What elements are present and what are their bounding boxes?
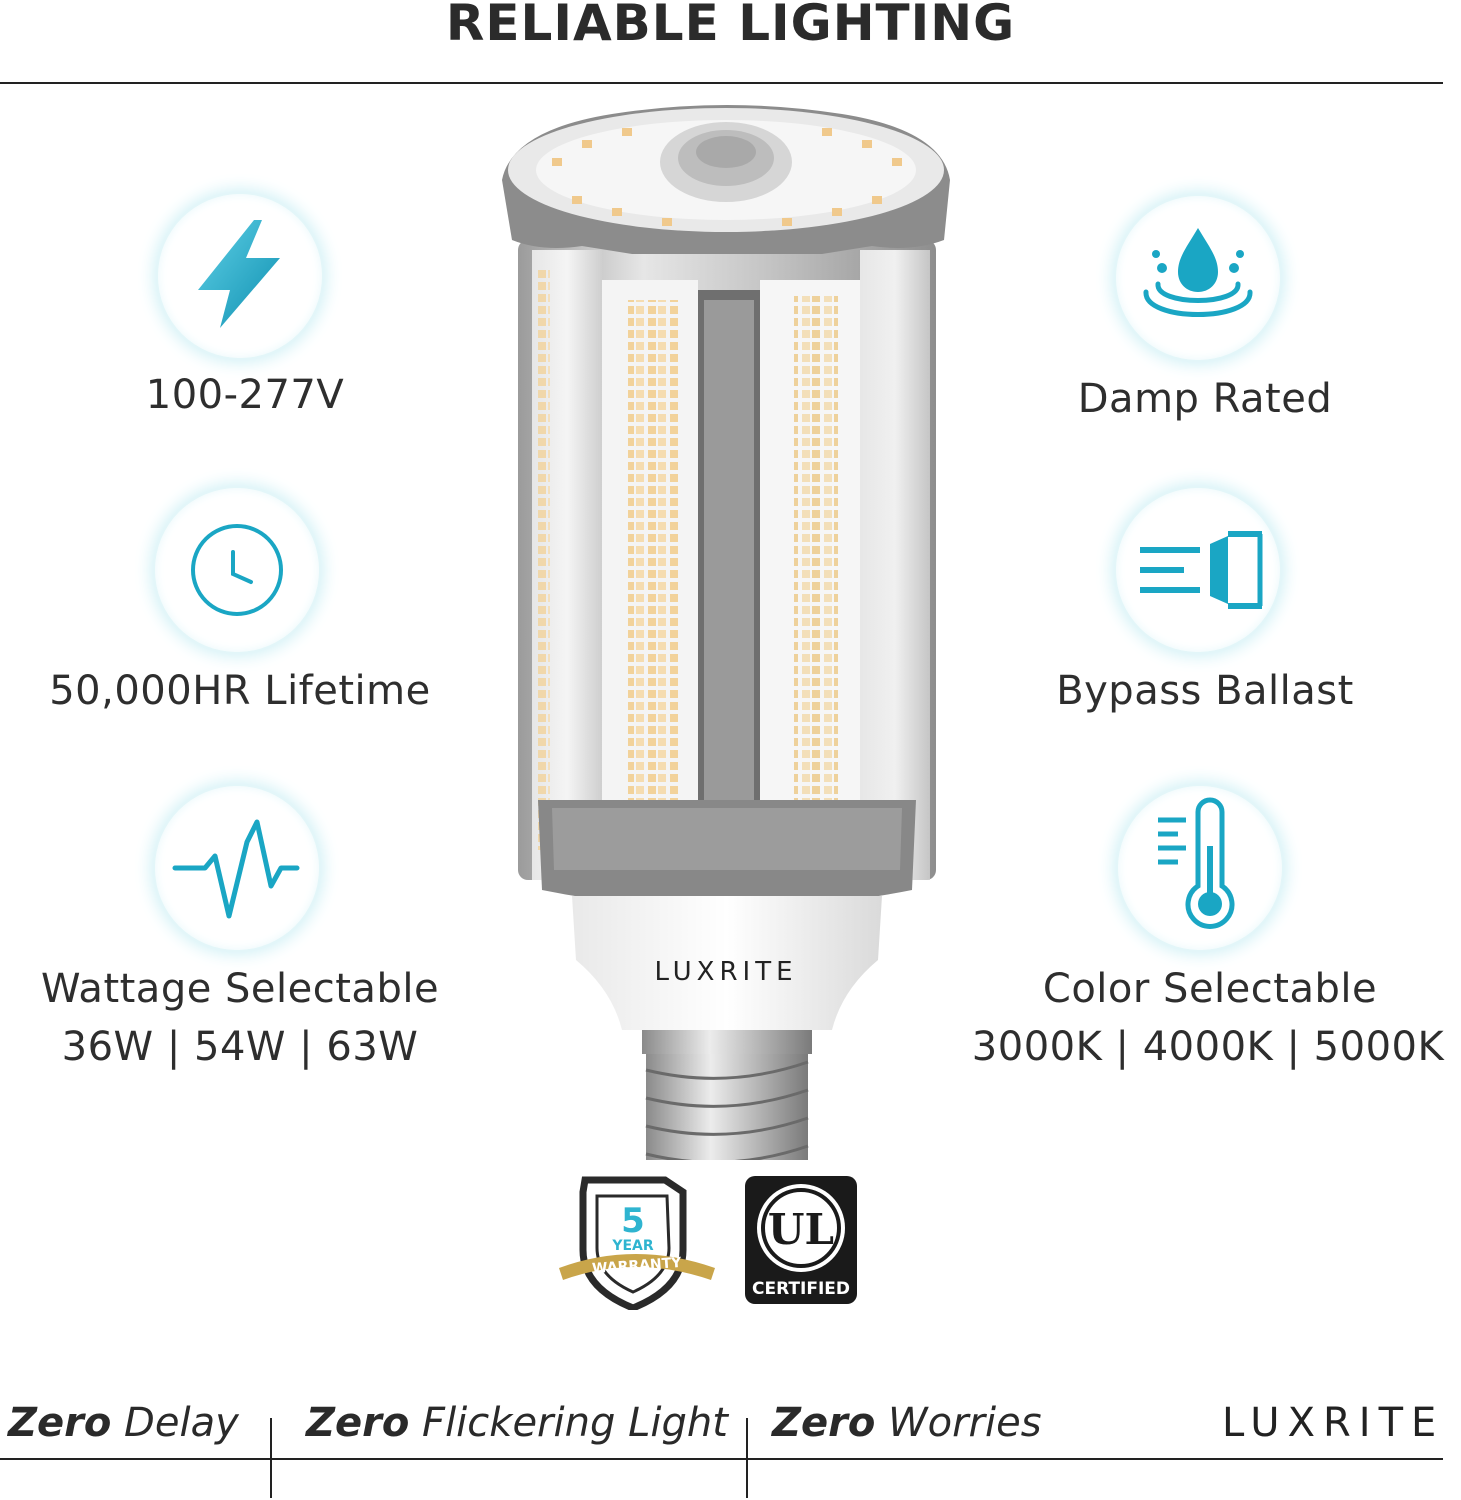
thermometer-icon bbox=[1118, 786, 1282, 950]
feature-voltage-label: 100-277V bbox=[145, 372, 345, 418]
footer-separator bbox=[270, 1418, 272, 1498]
corn-bulb-image bbox=[492, 100, 962, 1160]
feature-wattage-values: 36W | 54W | 63W bbox=[61, 1024, 419, 1070]
plug-icon bbox=[1116, 488, 1280, 652]
warranty-year: YEAR bbox=[612, 1238, 654, 1254]
ul-mark-text: UL bbox=[767, 1205, 835, 1254]
warranty-number: 5 bbox=[621, 1201, 645, 1241]
feature-color-label: Color Selectable bbox=[1042, 966, 1378, 1012]
feature-color-values: 3000K | 4000K | 5000K bbox=[971, 1024, 1445, 1070]
footer-separator bbox=[746, 1418, 748, 1498]
feature-wattage-label: Wattage Selectable bbox=[40, 966, 440, 1012]
brand-logo: LUXRITE bbox=[1222, 1400, 1445, 1446]
tagline-zero-flickering: Zero Flickering Light bbox=[306, 1400, 728, 1446]
tagline-zero-delay: Zero Delay bbox=[8, 1400, 239, 1446]
feature-damp-label: Damp Rated bbox=[1077, 376, 1333, 422]
footer-divider bbox=[0, 1458, 1443, 1460]
ul-certified-text: CERTIFIED bbox=[752, 1279, 850, 1299]
feature-ballast-label: Bypass Ballast bbox=[1056, 668, 1354, 714]
clock-icon bbox=[155, 488, 319, 652]
page-title: RELIABLE LIGHTING bbox=[445, 0, 1016, 52]
header-divider bbox=[0, 82, 1443, 84]
feature-lifetime-label: 50,000HR Lifetime bbox=[49, 668, 431, 714]
warranty-badge-icon bbox=[559, 1180, 715, 1308]
lightning-icon bbox=[158, 194, 322, 358]
warranty-text: WARRANTY bbox=[591, 1254, 682, 1278]
water-drop-icon bbox=[1116, 196, 1280, 360]
bulb-brand-text: LUXRITE bbox=[654, 957, 798, 987]
tagline-zero-worries: Zero Worries bbox=[772, 1400, 1042, 1446]
ul-certified-icon bbox=[745, 1176, 857, 1304]
certification-badges bbox=[555, 1170, 865, 1310]
waveform-icon bbox=[155, 786, 319, 950]
